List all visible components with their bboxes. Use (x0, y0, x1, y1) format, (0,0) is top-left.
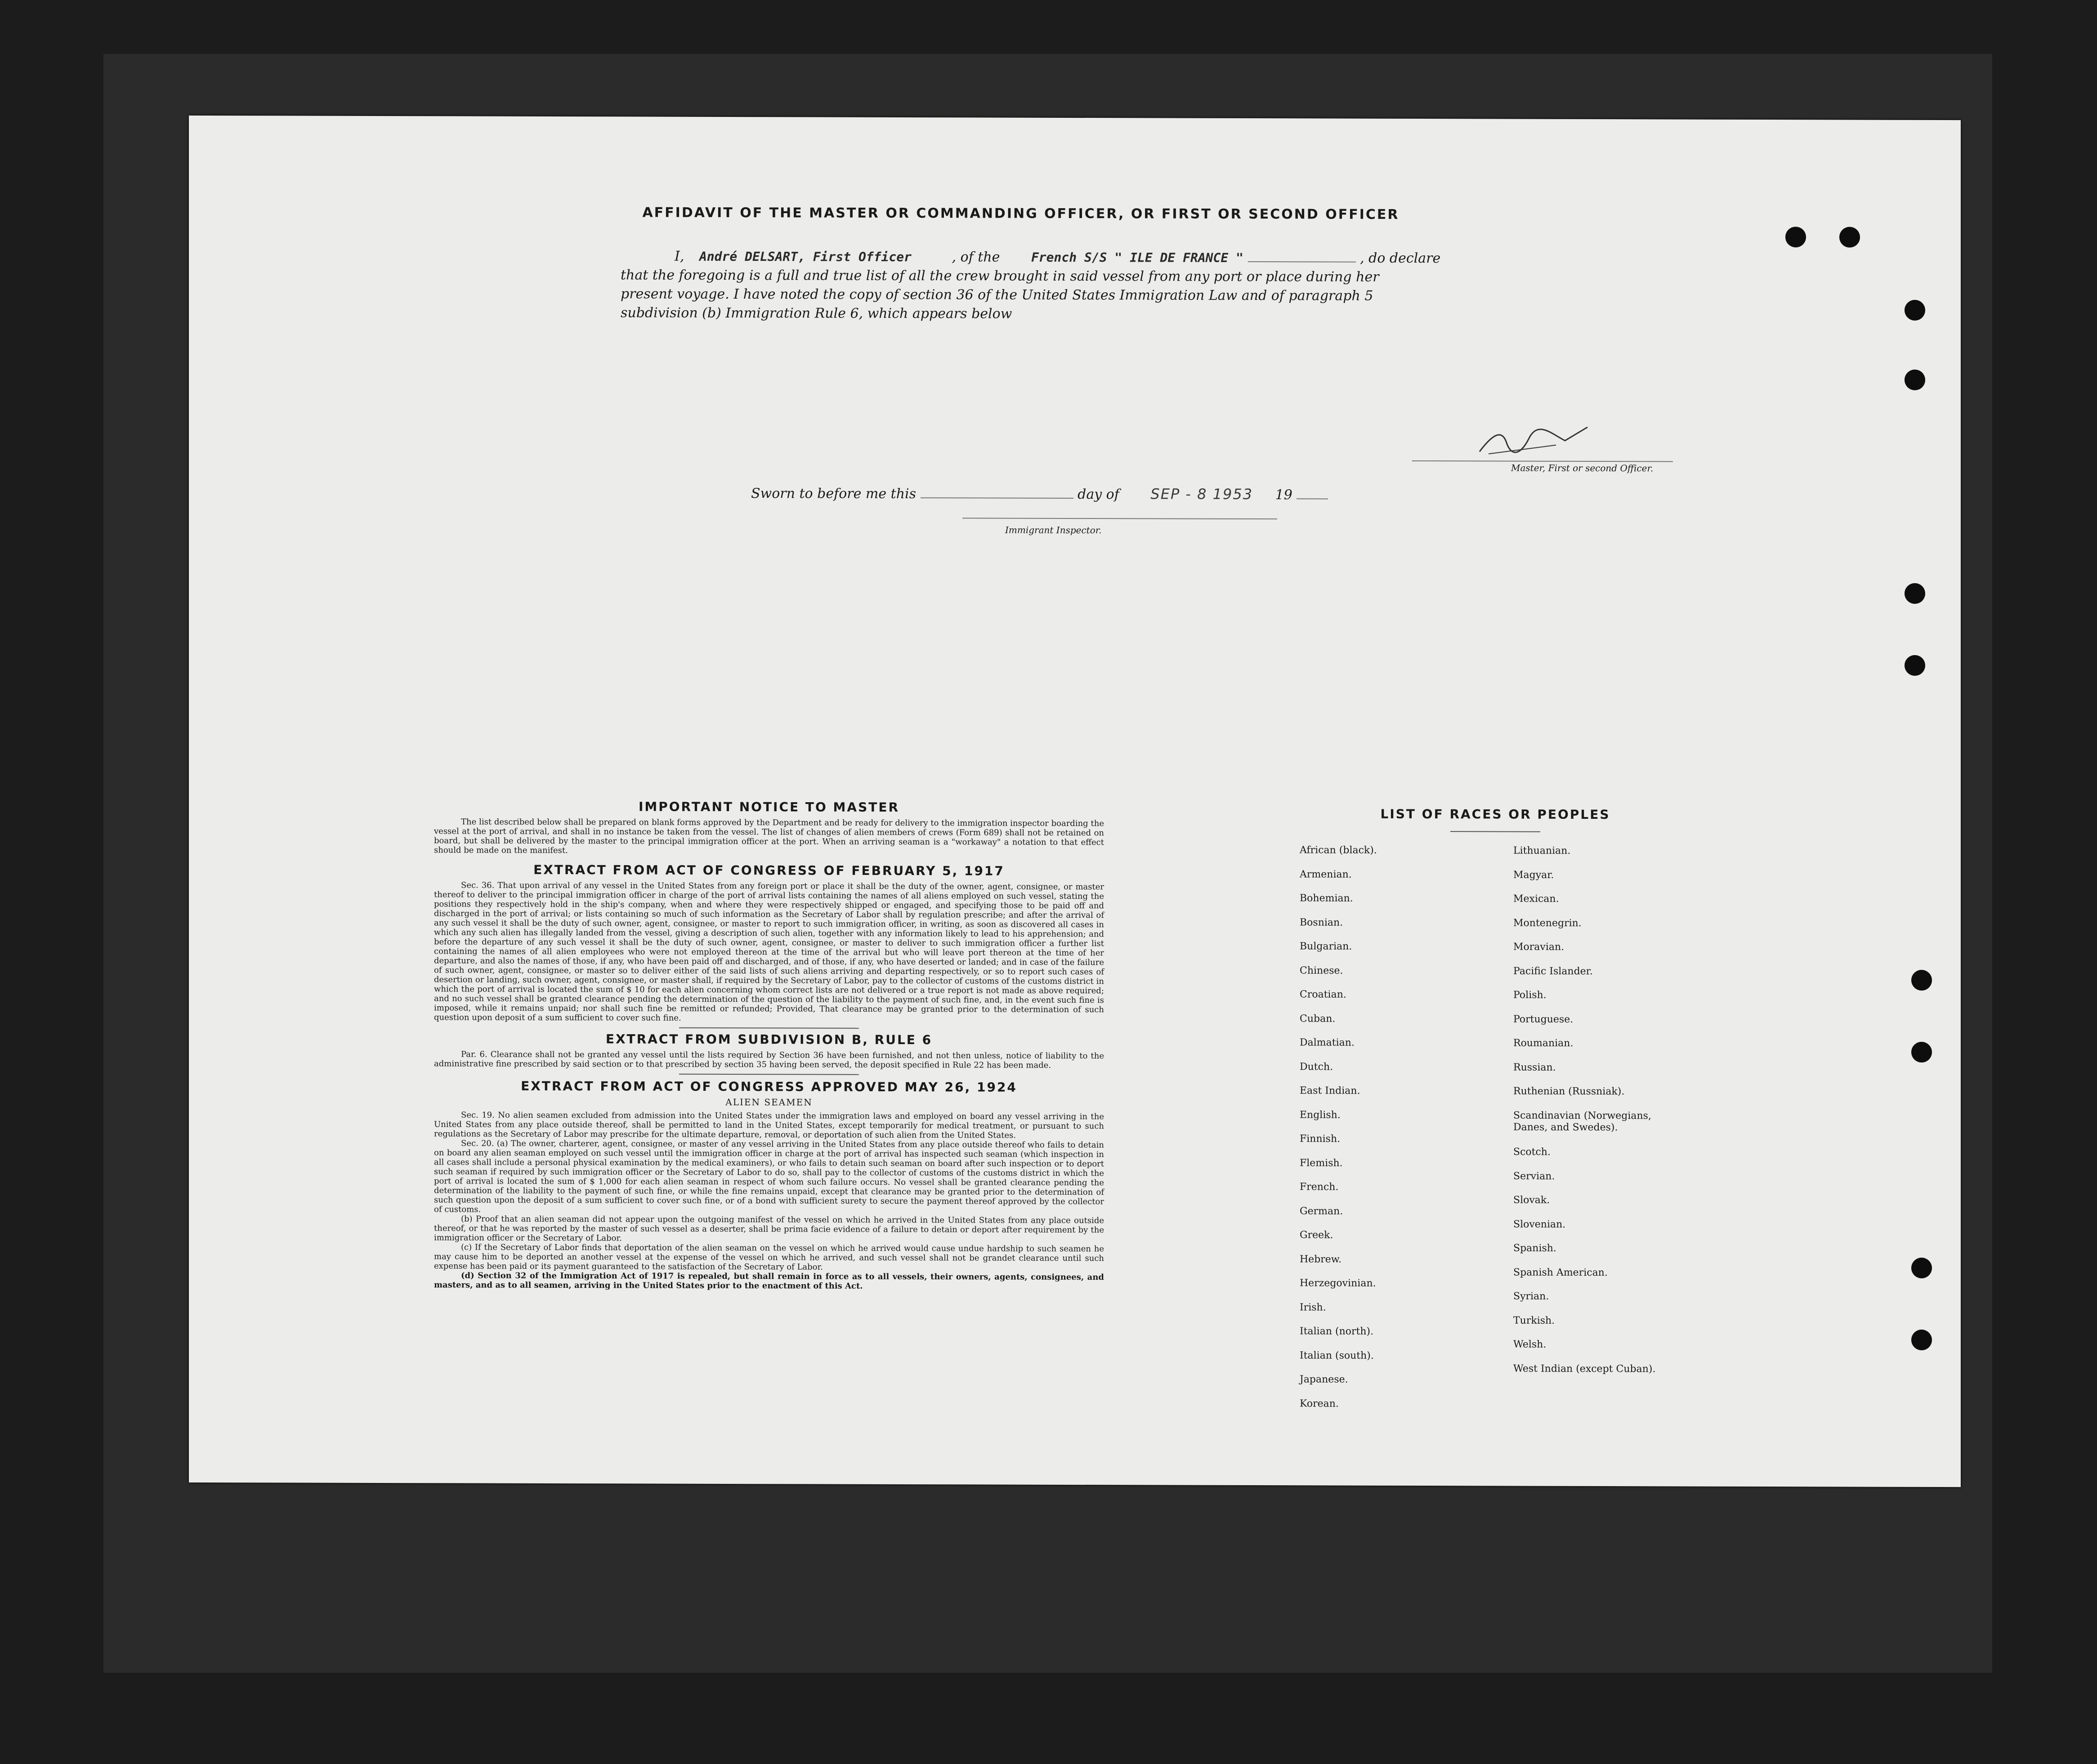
document-sheet (189, 116, 1961, 1487)
race-item: Lithuanian. (1513, 845, 1571, 857)
punch-hole (1905, 583, 1925, 604)
declaration-line-2: that the foregoing is a full and true list of all the crew brought in said vessel from any port or place during her (621, 267, 1379, 285)
race-item: Scandinavian (Norwegians, Danes, and Swedes). (1513, 1110, 1651, 1133)
race-item: Croatian. (1300, 989, 1346, 1000)
race-item: Bosnian. (1300, 916, 1343, 929)
race-item: Slovak. (1513, 1194, 1550, 1206)
officer-signature (1475, 424, 1592, 461)
extract-1924-title: EXTRACT FROM ACT OF CONGRESS APPROVED MAY 26, 1924 (521, 1078, 1017, 1095)
race-item: Montenegrin. (1513, 917, 1582, 929)
race-item: Slovenian. (1513, 1219, 1566, 1230)
declaration-line-4: subdivision (b) Immigration Rule 6, which appears below (621, 305, 1012, 322)
sworn-day-blank (921, 497, 1073, 499)
race-item: English. (1300, 1109, 1341, 1121)
punch-hole (1905, 655, 1925, 676)
race-item: Polish. (1513, 989, 1547, 1001)
race-item: Japanese. (1300, 1374, 1348, 1385)
extract-1924-p2: Sec. 20. (a) The owner, charterer, agent, consignee, or master of any vessel arriving in the United States from any place outside thereof who fails to detain on board any alien seaman employed on such vessel until the immigration officer in charge at the port of arrival has inspected such seaman (which inspection in all cases shall include a personal physical examination by the medical examiners), or who fails to detain such seaman on board after such inspection or to deport such seaman if required by such immigration officer or the Secretary of Labor to do so, shall pay to the collector of customs of the customs district in which the port of arrival is located the sum of $ 1,000 for each alien seaman in respect of whom such failure occurs. No vessel shall be granted clearance pending the determination of the liability to the payment of such fine, or while the fine remains unpaid, except that clearance may be granted prior to the determination of such question upon the deposit of a sum sufficient to cover such fine, or of a bond with sufficient surety to secure the payment thereof approved by the collector of customs. (434, 1139, 1104, 1215)
race-item: Russian. (1513, 1062, 1556, 1073)
notice-text: The list described below shall be prepared on blank forms approved by the Department and be ready for delivery to the immigration inspector boarding the vessel at the port of arrival, and shall in no instance be taken from the vessel. The list of changes of alien members of crews (Form 689) shall not be retained on board, but shall be delivered by the master to the principal immigration officer at the port. When an arriving seaman is a "workaway" a notation to that effect should be made on the manifest. (434, 817, 1104, 856)
race-item: Italian (north). (1300, 1326, 1374, 1337)
race-item: Turkish. (1513, 1315, 1555, 1326)
extract-1924-p1: Sec. 19. No alien seamen excluded from admission into the United States under the immigration laws and employed on board any vessel arriving in the United States from any place outside thereof, shall be permitted to land in the United States, except temporarily for medical treatment, or pursuant to such regulations as the Secretary of Labor may prescribe for the ultimate departure, removal, or deportation of such alien from the United States. (434, 1110, 1104, 1140)
declaration-do-declare: , do declare (1360, 250, 1441, 267)
race-item: Moravian. (1513, 941, 1565, 953)
race-item: African (black). (1300, 844, 1377, 856)
punch-hole (1839, 227, 1860, 247)
sworn-line (751, 483, 1605, 505)
race-item: Spanish. (1513, 1242, 1556, 1254)
punch-hole (1911, 970, 1932, 991)
race-item: Syrian. (1513, 1291, 1549, 1302)
extract-1924-subtitle: ALIEN SEAMEN (725, 1096, 813, 1108)
race-item: Servian. (1513, 1170, 1555, 1182)
inspector-line (962, 518, 1277, 519)
extract-1917-text: Sec. 36. That upon arrival of any vessel in the United States from any foreign port or place it shall be the duty of the owner, agent, consignee, or master thereof to deliver to the principal immigration officer in charge of the port of arrival lists containing the names of all aliens employed on such vessel, stating the positions they respectively hold in the ship's company, when and where they were respectively shipped or engaged, and specifying those to be paid off and discharged in the port of arrival; or lists containing so much of such information as the Secretary of Labor shall by regulation prescribe; and after the arrival of any such vessel it shall be the duty of such owner, agent, consignee, or master to report to such immigration officer, in writing, as soon as discovered all cases in which any such alien has illegally landed from the vessel, giving a description of such alien, together with any information likely to lead to his apprehension; and before the departure of any such vessel it shall be the duty of such owner, agent, consignee, or master to deliver to such immigration officer a further list containing the names of all alien employees who were not employed thereon at the time of the arrival but who will leave port thereon at the time of her departure, and also the names of those, if any, who have been paid off and discharged, and of those, if any, who have deserted or landed; and in case of the failure of such owner, agent, consignee, or master so to deliver either of the said lists of such aliens arriving and departing respectively, or so to report such cases of desertion or landing, such owner, agent, consignee, or master shall, if required by the Secretary of Labor, pay to the collector of customs of the customs district in which the port of arrival is located the sum of $ 10 for each alien concerning whom correct lists are not delivered or a true report is not made as above required; and no such vessel shall be granted clearance pending the determination of the question of the liability to the payment of such fine, and, in the event such fine is imposed, while it remains unpaid; nor shall such fine be remitted or refunded; Provided, That clearance may be granted prior to the determination of such question upon deposit of a sum sufficient to cover such fine. (434, 880, 1104, 1023)
extract-1924-p3: (b) Proof that an alien seaman did not appear upon the outgoing manifest of the vessel on which he arrived in the United States from any place outside thereof, or that he was reported by the master of such vessel as a deserter, shall be prima facie evidence of a failure to detain or deport after requirement by the immigration officer or the Secretary of Labor. (434, 1214, 1104, 1243)
extract-rule6-title: EXTRACT FROM SUBDIVISION B, RULE 6 (605, 1032, 933, 1048)
race-item: Greek. (1300, 1229, 1333, 1241)
punch-hole (1911, 1042, 1932, 1063)
vessel-name-field: French S/S " ILE DE FRANCE " (1031, 250, 1243, 265)
inspector-caption: Immigrant Inspector. (1005, 524, 1102, 536)
race-item: Roumanian. (1513, 1037, 1574, 1049)
race-item: Armenian. (1300, 868, 1352, 880)
extract-rule6-text: Par. 6. Clearance shall not be granted any vessel until the lists required by Section 36 have been furnished, and not then unless, notice of liability to the administrative fine prescribed by said section or to that prescribed by section 35 having been served, the deposit specified in Rule 22 has been made. (434, 1049, 1104, 1070)
legal-notices-column (434, 799, 1104, 1291)
race-item: Herzegovinian. (1300, 1277, 1376, 1289)
races-title: LIST OF RACES OR PEOPLES (1380, 806, 1610, 822)
affidavit-title: AFFIDAVIT OF THE MASTER OR COMMANDING OFFICER, OR FIRST OR SECOND OFFICER (642, 205, 1399, 223)
extract-1917-title: EXTRACT FROM ACT OF CONGRESS OF FEBRUARY 5, 1917 (533, 862, 1005, 879)
officer-name-field: André DELSART, First Officer (699, 249, 912, 265)
sworn-prefix: Sworn to before me this (751, 486, 917, 502)
race-item: Portuguese. (1513, 1014, 1574, 1025)
race-item: Flemish. (1300, 1157, 1343, 1169)
punch-hole (1905, 300, 1925, 321)
punch-hole (1911, 1330, 1932, 1350)
declaration-line-3: present voyage. I have noted the copy of section 36 of the United States Immigration Law and of paragraph 5 (621, 286, 1373, 304)
race-item: French. (1300, 1181, 1339, 1193)
race-item: Korean. (1300, 1398, 1339, 1410)
section-rule (679, 1027, 859, 1029)
affidavit-declaration (621, 247, 1475, 325)
race-item: Ruthenian (Russniak). (1513, 1085, 1625, 1098)
race-item: German. (1300, 1205, 1343, 1217)
race-item: Bulgarian. (1300, 941, 1352, 952)
races-title-rule (1450, 831, 1540, 832)
race-item: East Indian. (1300, 1085, 1360, 1097)
punch-hole (1905, 370, 1925, 390)
punch-hole (1785, 227, 1806, 247)
race-item: Italian (south). (1300, 1349, 1374, 1362)
extract-1924-p4: (c) If the Secretary of Labor finds that deportation of the alien seaman on the vessel on which he arrived would cause undue hardship to such seamen he may cause him to be deported an another vessel at the expense of the vessel on which he arrived, and such vessel shall not be grandet clearance until such expense has been paid or its payment guaranteed to the satisfaction of the Secretary of Labor. (434, 1242, 1104, 1272)
race-item: Scotch. (1513, 1146, 1551, 1158)
sworn-year-prefix: 19 (1275, 487, 1292, 503)
race-item: Magyar. (1513, 869, 1554, 881)
section-rule (679, 1074, 859, 1075)
declaration-of-the: , of the (952, 249, 1000, 265)
race-item: Finnish. (1300, 1133, 1341, 1145)
race-item: Welsh. (1513, 1339, 1547, 1350)
signature-caption: Master, First or second Officer. (1511, 462, 1654, 474)
race-item: Mexican. (1513, 893, 1559, 905)
race-item: Irish. (1300, 1301, 1326, 1313)
race-item: Cuban. (1300, 1013, 1336, 1025)
race-item: West Indian (except Cuban). (1513, 1363, 1656, 1375)
sworn-year-blank (1297, 498, 1328, 499)
punch-hole (1911, 1258, 1932, 1278)
race-item: Spanish American. (1513, 1267, 1608, 1278)
race-item: Dalmatian. (1300, 1037, 1355, 1049)
declaration-line-1 (621, 247, 1475, 268)
declaration-i: I, (675, 248, 684, 264)
signature-line (1412, 460, 1673, 462)
notice-title: IMPORTANT NOTICE TO MASTER (638, 799, 900, 815)
extract-1924-p5: (d) Section 32 of the Immigration Act of 1917 is repealed, but shall remain in force as to all vessels, their owners, agents, consignees, and masters, and as to all seamen, arriving in the United States prior to the enactment of this Act. (434, 1271, 1104, 1291)
race-item: Hebrew. (1300, 1253, 1342, 1265)
date-stamp: SEP - 8 1953 (1150, 485, 1253, 503)
race-item: Pacific Islander. (1513, 965, 1593, 977)
race-item: Dutch. (1300, 1061, 1333, 1073)
race-item: Chinese. (1300, 965, 1343, 977)
race-item: Bohemian. (1300, 893, 1353, 904)
sworn-day-of: day of (1078, 487, 1119, 503)
vessel-blank-line (1248, 261, 1356, 263)
